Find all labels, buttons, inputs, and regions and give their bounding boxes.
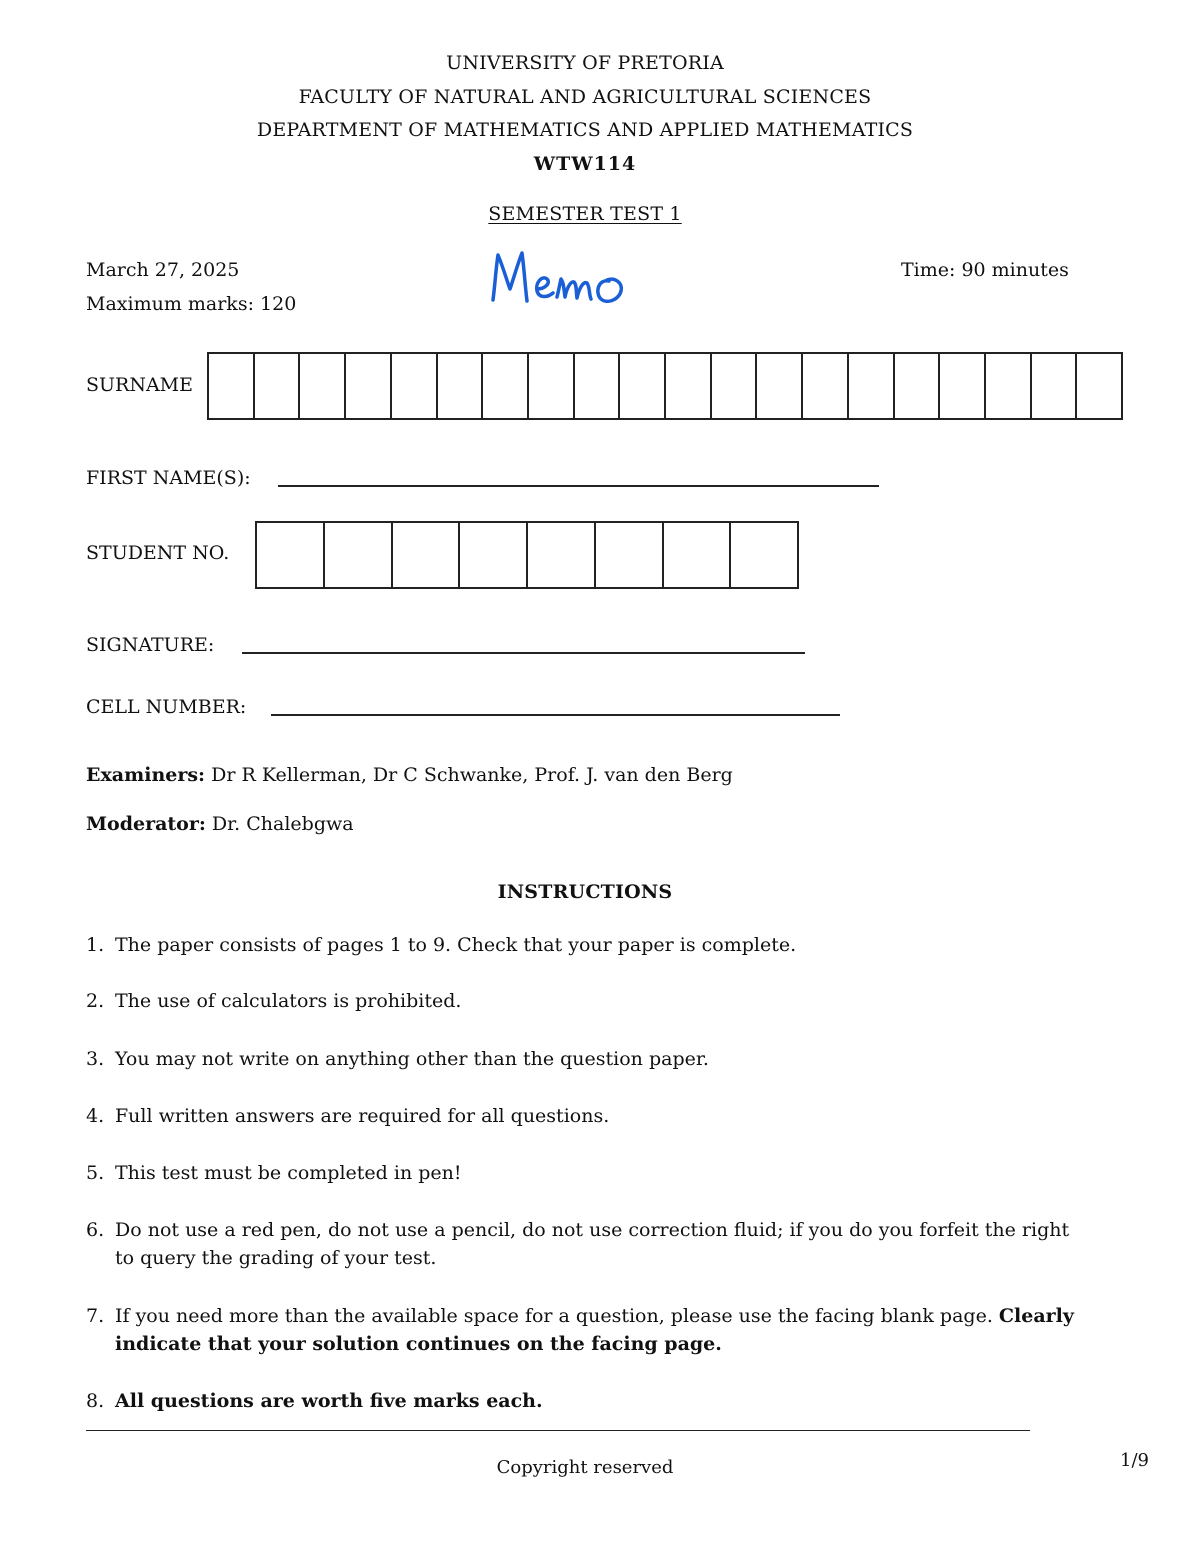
- examiners-label: Examiners:: [86, 764, 206, 786]
- instruction-item: [86, 987, 1096, 1015]
- surname-box[interactable]: [895, 354, 941, 418]
- page-number: 1/9: [1120, 1450, 1149, 1471]
- surname-box[interactable]: [483, 354, 529, 418]
- student-no-box[interactable]: [731, 523, 799, 587]
- instruction-text: The paper consists of pages 1 to 9. Check that your paper is complete.: [115, 934, 797, 956]
- moderator-line: [86, 813, 354, 835]
- instruction-text: The use of calculators is prohibited.: [115, 990, 462, 1012]
- surname-box[interactable]: [300, 354, 346, 418]
- surname-box[interactable]: [1032, 354, 1078, 418]
- moderator-label: Moderator:: [86, 813, 206, 835]
- copyright-notice: Copyright reserved: [496, 1457, 674, 1478]
- instruction-number: 1.: [86, 934, 105, 956]
- test-title-text: SEMESTER TEST 1: [488, 203, 682, 225]
- surname-box[interactable]: [620, 354, 666, 418]
- instruction-item: [86, 1102, 1096, 1130]
- surname-box[interactable]: [1077, 354, 1123, 418]
- test-date: March 27, 2025: [86, 259, 240, 281]
- max-marks: Maximum marks: 120: [86, 293, 297, 315]
- surname-box[interactable]: [666, 354, 712, 418]
- department-name: DEPARTMENT OF MATHEMATICS AND APPLIED MATHEMATICS: [256, 119, 914, 141]
- test-title: [0, 203, 1170, 225]
- instruction-number: 5.: [86, 1162, 105, 1184]
- instruction-body: [115, 1302, 1091, 1358]
- cell-number-label: CELL NUMBER:: [86, 696, 247, 718]
- surname-box[interactable]: [940, 354, 986, 418]
- surname-box[interactable]: [346, 354, 392, 418]
- moderator-name: Dr. Chalebgwa: [211, 813, 354, 835]
- instruction-text: If you need more than the available space for a question, please use the facing blank page.: [115, 1305, 993, 1327]
- instruction-text: Do not use a red pen, do not use a pencil, do not use correction fluid; if you do you forfeit the right to query the grading of your test.: [115, 1219, 1070, 1269]
- instruction-number: 6.: [86, 1219, 105, 1241]
- examiners-names: Dr R Kellerman, Dr C Schwanke, Prof. J. van den Berg: [211, 764, 733, 786]
- module-code: WTW114: [533, 153, 637, 175]
- surname-box[interactable]: [255, 354, 301, 418]
- surname-box[interactable]: [575, 354, 621, 418]
- instructions-heading: INSTRUCTIONS: [497, 881, 673, 903]
- handwritten-memo: [485, 245, 645, 315]
- surname-box[interactable]: [392, 354, 438, 418]
- instruction-text: Full written answers are required for all questions.: [115, 1105, 610, 1127]
- surname-box[interactable]: [438, 354, 484, 418]
- surname-box[interactable]: [803, 354, 849, 418]
- student-no-box[interactable]: [460, 523, 528, 587]
- instruction-number: 8.: [86, 1390, 105, 1412]
- surname-box[interactable]: [712, 354, 758, 418]
- student-no-box[interactable]: [257, 523, 325, 587]
- surname-grid: [207, 352, 1123, 420]
- cell-number-line[interactable]: [271, 714, 840, 716]
- instruction-number: 2.: [86, 990, 105, 1012]
- student-no-grid: [255, 521, 799, 589]
- time-allowed: Time: 90 minutes: [901, 259, 1069, 281]
- instruction-bold-text: Clearly indicate that your solution continues on the facing page.: [115, 1305, 1074, 1355]
- surname-label: SURNAME: [86, 374, 194, 396]
- instruction-item: [86, 1045, 1096, 1073]
- surname-box[interactable]: [849, 354, 895, 418]
- faculty-name: FACULTY OF NATURAL AND AGRICULTURAL SCIENCES: [298, 86, 872, 108]
- student-no-box[interactable]: [528, 523, 596, 587]
- footer-rule: [86, 1430, 1030, 1431]
- instruction-item: [86, 1387, 1096, 1415]
- signature-label: SIGNATURE:: [86, 634, 215, 656]
- surname-box[interactable]: [757, 354, 803, 418]
- first-name-label: FIRST NAME(S):: [86, 467, 251, 489]
- surname-box[interactable]: [209, 354, 255, 418]
- instruction-item: [86, 1159, 1096, 1187]
- instruction-bold-text: All questions are worth five marks each.: [115, 1390, 543, 1412]
- instruction-item: [86, 1216, 1091, 1272]
- instruction-text: You may not write on anything other than the question paper.: [115, 1048, 709, 1070]
- instruction-number: 3.: [86, 1048, 105, 1070]
- surname-box[interactable]: [529, 354, 575, 418]
- surname-box[interactable]: [986, 354, 1032, 418]
- university-name: UNIVERSITY OF PRETORIA: [446, 52, 724, 74]
- instruction-number: 4.: [86, 1105, 105, 1127]
- instruction-item: [86, 931, 1096, 959]
- first-name-line[interactable]: [278, 485, 879, 487]
- examiners-line: [86, 764, 733, 786]
- instruction-number: 7.: [86, 1305, 105, 1327]
- signature-line[interactable]: [242, 652, 805, 654]
- student-no-label: STUDENT NO.: [86, 542, 230, 564]
- student-no-box[interactable]: [393, 523, 461, 587]
- student-no-box[interactable]: [596, 523, 664, 587]
- student-no-box[interactable]: [325, 523, 393, 587]
- instruction-item: [86, 1302, 1091, 1358]
- student-no-box[interactable]: [664, 523, 732, 587]
- instruction-text: This test must be completed in pen!: [115, 1162, 462, 1184]
